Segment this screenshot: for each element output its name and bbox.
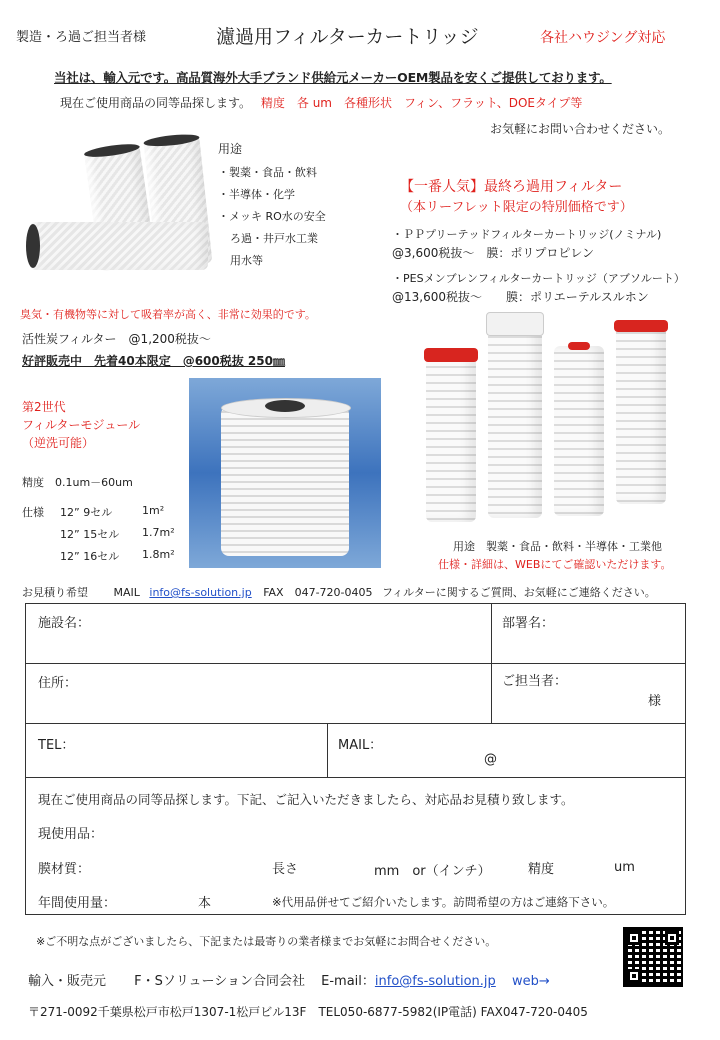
qr-code[interactable] bbox=[623, 927, 683, 987]
tel-field[interactable]: TEL： bbox=[38, 738, 75, 753]
pp-filter-name: ・ＰＰプリーテッドフィルターカートリッジ(ノミナル) bbox=[392, 228, 662, 241]
footer-seller bbox=[28, 970, 550, 989]
sama-label: 様 bbox=[648, 694, 662, 709]
annual-usage-field[interactable]: 年間使用量： bbox=[38, 896, 117, 911]
compat-note: 各社ハウジング対応 bbox=[540, 30, 666, 46]
page-title: 濾過用フィルターカートリッジ bbox=[216, 26, 479, 48]
carbon-use-1: ・製薬・食品・飲料 bbox=[218, 166, 317, 179]
module-spec-area-1: 1m² bbox=[142, 504, 165, 517]
pes-filter-name: ・PESメンブレンフィルターカートリッジ（アブソルート） bbox=[392, 272, 685, 285]
length-field[interactable]: 長さ bbox=[272, 862, 299, 877]
quote-request-label: お見積り希望 bbox=[22, 586, 88, 599]
address-field[interactable]: 住所： bbox=[38, 676, 78, 691]
length-unit: mm or（インチ） bbox=[374, 864, 491, 879]
fax-number: FAX 047-720-0405 bbox=[263, 586, 373, 599]
module-spec-area-3: 1.8m² bbox=[142, 548, 175, 561]
intro-line-3: お気軽にお問い合わせください。 bbox=[490, 122, 671, 136]
annual-unit: 本 bbox=[198, 896, 212, 911]
form-note: ※代用品併せてご紹介いたします。訪問希望の方はご連絡下さい。 bbox=[272, 895, 615, 909]
carbon-uses-title: 用途 bbox=[218, 142, 243, 156]
email-link[interactable]: info@fs-solution.jp bbox=[374, 974, 496, 989]
pes-filter-price: @13,600税抜～ 膜：ポリエーテルスルホン bbox=[392, 290, 649, 304]
mail-link[interactable]: info@fs-solution.jp bbox=[149, 586, 252, 599]
filter-module-image bbox=[189, 378, 381, 568]
module-line-1: 第2世代 bbox=[22, 400, 66, 414]
popular-detail: 仕様・詳細は、WEBにてご確認いただけます。 bbox=[438, 558, 672, 571]
department-field[interactable]: 部署名： bbox=[502, 616, 555, 631]
quote-form bbox=[25, 603, 686, 915]
company-name: F・Sソリューション合同会社 bbox=[134, 974, 305, 989]
email-label: E-mail： bbox=[321, 974, 375, 989]
intro-line-2 bbox=[60, 94, 582, 111]
carbon-price: 活性炭フィルター @1,200税抜～ bbox=[22, 332, 211, 346]
module-spec-size-1: 12” 9セル bbox=[60, 506, 113, 519]
carbon-use-2: ・半導体・化学 bbox=[218, 188, 295, 201]
module-spec-area-2: 1.7m² bbox=[142, 526, 175, 539]
footer-address: 〒271-0092千葉県松戸市松戸1307-1松戸ビル13F TEL050-6877-5982(IP電話) FAX047-720-0405 bbox=[28, 1005, 588, 1019]
intro-line-1: 当社は、輸入元です。高品質海外大手ブランド供給元メーカーOEM製品を安くご提供しております。 bbox=[54, 70, 612, 85]
module-spec-size-3: 12” 16セル bbox=[60, 550, 120, 563]
carbon-use-4: ろ過・井戸水工業 bbox=[230, 232, 318, 245]
contact-note: フィルターに関するご質問、お気軽にご連絡ください。 bbox=[382, 586, 656, 599]
addressee: 製造・ろ過ご担当者様 bbox=[16, 30, 147, 45]
carbon-use-5: 用水等 bbox=[230, 254, 263, 267]
seller-label: 輸入・販売元 bbox=[28, 974, 107, 989]
current-product-field[interactable]: 現使用品： bbox=[38, 827, 104, 842]
pp-filter-price: @3,600税抜～ 膜：ポリプロピレン bbox=[392, 246, 595, 260]
material-field[interactable]: 膜材質： bbox=[38, 862, 91, 877]
module-spec-label: 仕様 bbox=[22, 506, 44, 519]
popular-uses: 用途 製薬・食品・飲料・半導体・工業他 bbox=[453, 540, 662, 553]
intro-line-2-red: 精度 各 um 各種形状 フィン、フラット、DOEタイプ等 bbox=[260, 96, 583, 110]
person-field[interactable]: ご担当者： bbox=[502, 674, 568, 689]
contact-line bbox=[22, 584, 656, 600]
facility-field[interactable]: 施設名： bbox=[38, 616, 91, 631]
popular-subtitle: （本リーフレット限定の特別価格です） bbox=[400, 200, 633, 215]
module-line-2: フィルターモジュール bbox=[22, 418, 141, 432]
precision-field[interactable]: 精度 bbox=[528, 862, 555, 877]
popular-title: 【一番人気】最終ろ過用フィルター bbox=[400, 179, 623, 195]
form-request-text: 現在ご使用商品の同等品探します。下記、ご記入いただきましたら、対応品お見積り致します。 bbox=[38, 792, 574, 807]
footer-question: ※ご不明な点がございましたら、下記または最寄りの業者様までお気軽にお問合せください。 bbox=[36, 935, 497, 948]
mail-field[interactable]: MAIL： bbox=[338, 738, 383, 753]
carbon-use-3: ・メッキ RO水の安全 bbox=[218, 210, 326, 223]
carbon-note: 臭気・有機物等に対して吸着率が高く、非常に効果的です。 bbox=[20, 308, 316, 321]
module-line-3: （逆洗可能） bbox=[22, 436, 95, 450]
precision-unit: um bbox=[614, 860, 635, 875]
mail-label: MAIL bbox=[113, 586, 140, 599]
carbon-sale: 好評販売中 先着40本限定 @600税抜 250㎜ bbox=[22, 354, 285, 368]
module-spec-size-2: 12” 15セル bbox=[60, 528, 120, 541]
web-link[interactable]: web→ bbox=[511, 974, 550, 989]
at-sign: @ bbox=[484, 752, 497, 767]
intro-line-2-black: 現在ご使用商品の同等品探します。 bbox=[60, 96, 252, 110]
module-precision: 精度 0.1um－60um bbox=[22, 476, 133, 489]
